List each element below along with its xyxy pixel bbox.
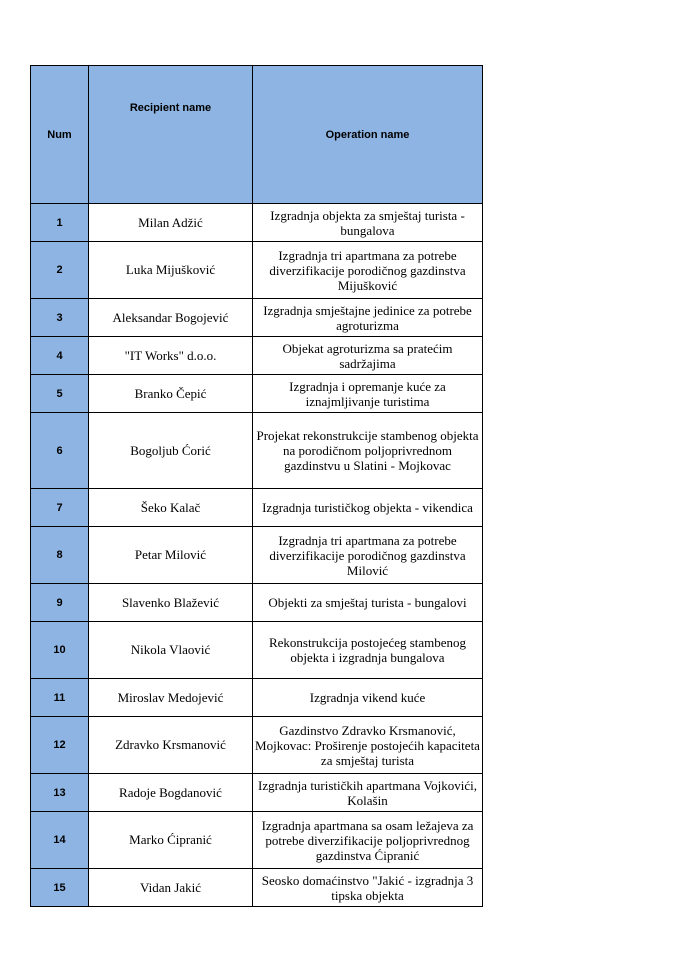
recipient-name-cell: "IT Works" d.o.o. [89, 337, 253, 375]
table-row [31, 869, 483, 907]
row-number: 15 [31, 869, 89, 907]
operation-name-cell: Izgradnja tri apartmana za potrebe diverzifikacije porodičnog gazdinstva Mijušković [253, 242, 483, 299]
row-number: 7 [31, 489, 89, 527]
row-number: 6 [31, 413, 89, 489]
recipient-name-cell: Slavenko Blažević [89, 584, 253, 622]
row-number: 13 [31, 774, 89, 812]
recipient-name-cell: Branko Čepić [89, 375, 253, 413]
header-operation-name: Operation name [253, 66, 483, 204]
recipient-name-cell: Petar Milović [89, 527, 253, 584]
table-row [31, 774, 483, 812]
table-row [31, 679, 483, 717]
table-header-row [31, 66, 483, 204]
table-row [31, 489, 483, 527]
header-num: Num [31, 66, 89, 204]
recipient-name-cell: Luka Mijušković [89, 242, 253, 299]
table-row [31, 375, 483, 413]
table-row [31, 337, 483, 375]
table-row [31, 717, 483, 774]
row-number: 12 [31, 717, 89, 774]
table-row [31, 622, 483, 679]
operation-name-cell: Izgradnja turističkih apartmana Vojkovići, Kolašin [253, 774, 483, 812]
row-number: 5 [31, 375, 89, 413]
recipient-name-cell: Bogoljub Ćorić [89, 413, 253, 489]
row-number: 2 [31, 242, 89, 299]
table-row [31, 527, 483, 584]
operation-name-cell: Gazdinstvo Zdravko Krsmanović, Mojkovac: Proširenje postojećih kapaciteta za smještaj turista [253, 717, 483, 774]
row-number: 10 [31, 622, 89, 679]
row-number: 4 [31, 337, 89, 375]
operation-name-cell: Izgradnja tri apartmana za potrebe diverzifikacije porodičnog gazdinstva Milović [253, 527, 483, 584]
table-row [31, 299, 483, 337]
recipient-name-cell: Vidan Jakić [89, 869, 253, 907]
operation-name-cell: Izgradnja smještajne jedinice za potrebe agroturizma [253, 299, 483, 337]
operation-name-cell: Izgradnja turističkog objekta - vikendica [253, 489, 483, 527]
table-row [31, 413, 483, 489]
row-number: 14 [31, 812, 89, 869]
header-recipient-name: Recipient name [89, 66, 253, 204]
operation-name-cell: Izgradnja i opremanje kuće za iznajmljivanje turistima [253, 375, 483, 413]
table-row [31, 204, 483, 242]
row-number: 3 [31, 299, 89, 337]
recipient-name-cell: Miroslav Medojević [89, 679, 253, 717]
operation-name-cell: Rekonstrukcija postojećeg stambenog objekta i izgradnja bungalova [253, 622, 483, 679]
operation-name-cell: Izgradnja apartmana sa osam ležajeva za potrebe diverzifikacije poljoprivrednog gazdinstva Ćipranić [253, 812, 483, 869]
recipient-name-cell: Marko Ćipranić [89, 812, 253, 869]
table-row [31, 812, 483, 869]
row-number: 9 [31, 584, 89, 622]
recipient-name-cell: Zdravko Krsmanović [89, 717, 253, 774]
row-number: 11 [31, 679, 89, 717]
recipient-name-cell: Radoje Bogdanović [89, 774, 253, 812]
recipient-name-cell: Šeko Kalač [89, 489, 253, 527]
row-number: 8 [31, 527, 89, 584]
operation-name-cell: Izgradnja objekta za smještaj turista - bungalova [253, 204, 483, 242]
table-row [31, 242, 483, 299]
operation-name-cell: Objekti za smještaj turista - bungalovi [253, 584, 483, 622]
recipient-name-cell: Aleksandar Bogojević [89, 299, 253, 337]
table-row [31, 584, 483, 622]
operation-name-cell: Izgradnja vikend kuće [253, 679, 483, 717]
recipients-table [30, 65, 483, 907]
operation-name-cell: Objekat agroturizma sa pratećim sadržajima [253, 337, 483, 375]
row-number: 1 [31, 204, 89, 242]
recipient-name-cell: Nikola Vlaović [89, 622, 253, 679]
operation-name-cell: Seosko domaćinstvo "Jakić - izgradnja 3 tipska objekta [253, 869, 483, 907]
operation-name-cell: Projekat rekonstrukcije stambenog objekta na porodičnom poljoprivrednom gazdinstvu u Slatini - Mojkovac [253, 413, 483, 489]
recipient-name-cell: Milan Adžić [89, 204, 253, 242]
